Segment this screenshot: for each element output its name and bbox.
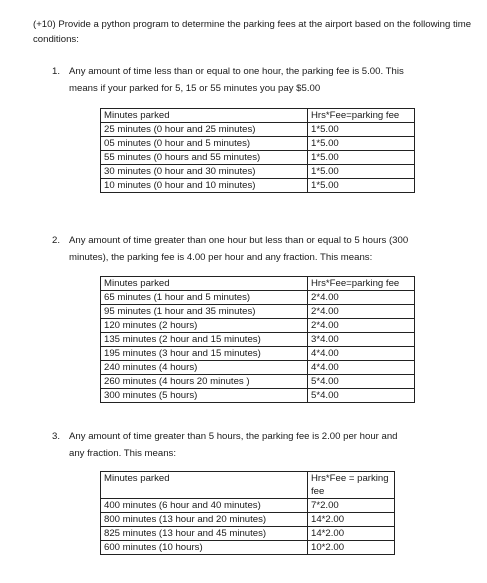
table-row <box>101 305 415 319</box>
table-cell: 800 minutes (13 hour and 20 minutes) <box>101 513 308 527</box>
table-cell: 25 minutes (0 hour and 25 minutes) <box>101 123 308 137</box>
header-cell: Hrs*Fee=parking fee <box>308 109 415 123</box>
table-row <box>101 499 395 513</box>
table-cell: 14*2.00 <box>308 513 395 527</box>
table-row <box>101 389 415 403</box>
table-row <box>101 361 415 375</box>
table-cell: 7*2.00 <box>308 499 395 513</box>
table-cell: 5*4.00 <box>308 375 415 389</box>
table-cell: 4*4.00 <box>308 347 415 361</box>
table-row <box>101 179 415 193</box>
table-cell: 1*5.00 <box>308 137 415 151</box>
table-cell: 4*4.00 <box>308 361 415 375</box>
table-cell: 30 minutes (0 hour and 30 minutes) <box>101 165 308 179</box>
table-header-row <box>101 472 395 499</box>
section-1-text-line1: Any amount of time less than or equal to one hour, the parking fee is 5.00. This <box>69 66 404 77</box>
table-row <box>101 319 415 333</box>
table-row <box>101 123 415 137</box>
table-cell: 1*5.00 <box>308 165 415 179</box>
table-cell: 2*4.00 <box>308 291 415 305</box>
table-cell: 3*4.00 <box>308 333 415 347</box>
section-2-text-line1: Any amount of time greater than one hour but less than or equal to 5 hours (300 <box>69 235 409 246</box>
section-1-table <box>100 108 415 193</box>
table-cell: 120 minutes (2 hours) <box>101 319 308 333</box>
section-3-table <box>100 471 395 555</box>
table-row <box>101 513 395 527</box>
section-3-text-line2: any fraction. This means: <box>69 448 177 459</box>
section-2-text-line2: minutes), the parking fee is 4.00 per hour and any fraction. This means: <box>69 252 373 263</box>
table-cell: 5*4.00 <box>308 389 415 403</box>
header-cell: Minutes parked <box>101 472 308 499</box>
table-cell: 1*5.00 <box>308 151 415 165</box>
assignment-heading: (+10) Provide a python program to determine the parking fees at the airport based on the following time conditions: <box>33 19 472 45</box>
table-cell: 240 minutes (4 hours) <box>101 361 308 375</box>
table-row <box>101 291 415 305</box>
table-cell: 400 minutes (6 hour and 40 minutes) <box>101 499 308 513</box>
table-cell: 14*2.00 <box>308 527 395 541</box>
table-row <box>101 151 415 165</box>
table-cell: 300 minutes (5 hours) <box>101 389 308 403</box>
section-1-number: 1. <box>52 66 61 77</box>
table-cell: 95 minutes (1 hour and 35 minutes) <box>101 305 308 319</box>
table-cell: 2*4.00 <box>308 305 415 319</box>
section-3-number: 3. <box>52 431 61 442</box>
table-cell: 55 minutes (0 hours and 55 minutes) <box>101 151 308 165</box>
table-cell: 1*5.00 <box>308 179 415 193</box>
table-cell: 135 minutes (2 hour and 15 minutes) <box>101 333 308 347</box>
header-cell: Hrs*Fee = parking fee <box>308 472 395 499</box>
section-3-text-line1: Any amount of time greater than 5 hours, the parking fee is 2.00 per hour and <box>69 431 398 442</box>
table-cell: 65 minutes (1 hour and 5 minutes) <box>101 291 308 305</box>
table-row <box>101 347 415 361</box>
table-row <box>101 333 415 347</box>
table-cell: 2*4.00 <box>308 319 415 333</box>
table-header-row <box>101 109 415 123</box>
section-2-number: 2. <box>52 235 61 246</box>
table-cell: 05 minutes (0 hour and 5 minutes) <box>101 137 308 151</box>
table-row <box>101 137 415 151</box>
table-row <box>101 375 415 389</box>
header-cell: Minutes parked <box>101 109 308 123</box>
table-cell: 10*2.00 <box>308 541 395 555</box>
table-row <box>101 541 395 555</box>
table-row <box>101 165 415 179</box>
table-cell: 260 minutes (4 hours 20 minutes ) <box>101 375 308 389</box>
header-cell: Hrs*Fee=parking fee <box>308 277 415 291</box>
table-cell: 1*5.00 <box>308 123 415 137</box>
table-cell: 825 minutes (13 hour and 45 minutes) <box>101 527 308 541</box>
table-cell: 600 minutes (10 hours) <box>101 541 308 555</box>
table-cell: 195 minutes (3 hour and 15 minutes) <box>101 347 308 361</box>
header-cell: Minutes parked <box>101 277 308 291</box>
table-cell: 10 minutes (0 hour and 10 minutes) <box>101 179 308 193</box>
table-header-row <box>101 277 415 291</box>
section-2-table <box>100 276 415 403</box>
table-row <box>101 527 395 541</box>
section-1-text-line2: means if your parked for 5, 15 or 55 minutes you pay $5.00 <box>69 83 321 94</box>
